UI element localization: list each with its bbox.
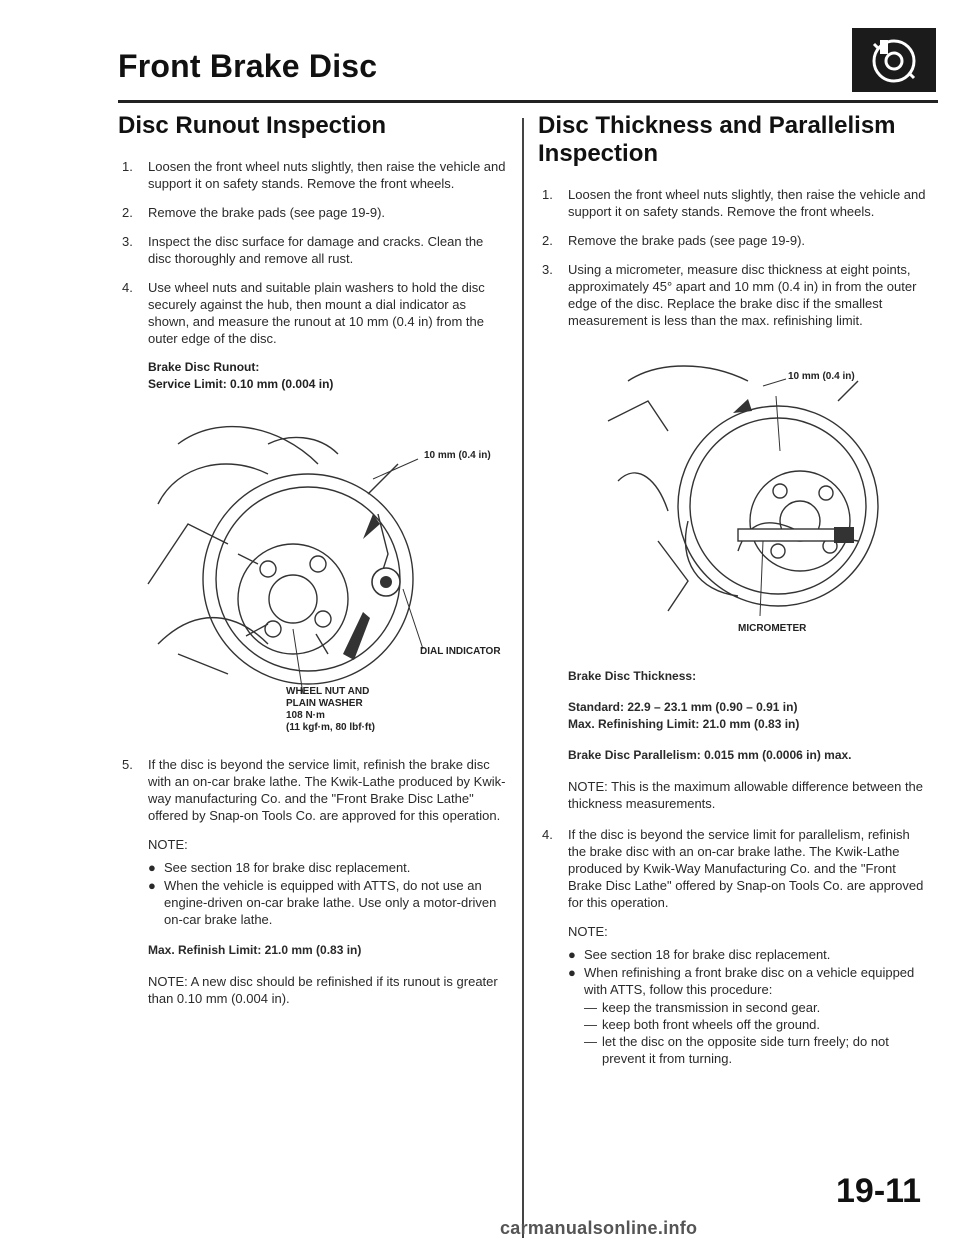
- note-heading: NOTE:: [148, 837, 188, 852]
- step-text: Remove the brake pads (see page 19-9).: [568, 233, 806, 248]
- column-divider: [522, 118, 524, 1238]
- right-column: [538, 112, 930, 1067]
- step-number: 1.: [542, 187, 553, 202]
- list-item: [118, 158, 510, 192]
- parallelism-note: NOTE: This is the maximum allowable difference between the thickness measurements.: [568, 779, 924, 811]
- list-item: [584, 999, 930, 1016]
- section-heading-thickness: Disc Thickness and Parallelism Inspection: [538, 112, 896, 167]
- step-text: Loosen the front wheel nuts slightly, then raise the vehicle and support it on safety stands. Remove the front wheels.: [148, 159, 506, 191]
- step-text: Using a micrometer, measure disc thickness at eight points, approximately 45° apart and 10 mm (0.4 in) in from the outer edge of the disc. Replace the brake disc if the smallest measurement is less than the max. refinishing limit.: [568, 262, 917, 328]
- figure-label-dial: DIAL INDICATOR: [420, 646, 501, 657]
- left-column: [118, 112, 510, 1007]
- list-item: [148, 859, 510, 876]
- step-text: Use wheel nuts and suitable plain washers to hold the disc securely against the hub, then mount a dial indicator as shown, and measure the runout at 10 mm (0.4 in) from the outer edge of the disc.: [148, 280, 485, 346]
- step-number: 4.: [122, 280, 133, 295]
- note-heading: NOTE:: [568, 924, 608, 939]
- list-item: [538, 261, 930, 329]
- bullet-icon: ●: [148, 878, 156, 893]
- thickness-figure: [538, 341, 930, 656]
- thickness-max-refinishing: Max. Refinishing Limit: 21.0 mm (0.83 in): [568, 717, 800, 731]
- step-text: Inspect the disc surface for damage and cracks. Clean the disc thoroughly and remove all rust.: [148, 234, 484, 266]
- figure-label-distance: 10 mm (0.4 in): [424, 450, 491, 461]
- watermark: carmanualsonline.info: [500, 1218, 698, 1238]
- list-item: [118, 279, 510, 347]
- step-number: 2.: [542, 233, 553, 248]
- list-item: [568, 946, 930, 963]
- thickness-illustration: [538, 341, 930, 656]
- list-item: [148, 877, 510, 928]
- step-text: Remove the brake pads (see page 19-9).: [148, 205, 386, 220]
- dash-icon: —: [584, 1000, 597, 1015]
- runout-step-5: [118, 756, 510, 824]
- brake-disc-icon: [852, 28, 936, 92]
- bullet-text: When refinishing a front brake disc on a vehicle equipped with ATTS, follow this procedure:: [584, 965, 915, 997]
- thickness-steps: [538, 186, 930, 329]
- nut-line: (11 kgf·m, 80 lbf·ft): [286, 722, 375, 733]
- note-bullets: [148, 859, 510, 928]
- spec-value: Service Limit: 0.10 mm (0.004 in): [148, 377, 334, 391]
- spec-title: Brake Disc Runout:: [148, 360, 260, 374]
- list-item: [584, 1033, 930, 1067]
- section-heading-runout: Disc Runout Inspection: [118, 112, 387, 139]
- figure-label-nut: [286, 686, 375, 734]
- bullet-text: See section 18 for brake disc replacement.: [584, 947, 831, 962]
- list-item: [118, 756, 510, 824]
- bullet-text: See section 18 for brake disc replacement.: [164, 860, 411, 875]
- step-text: If the disc is beyond the service limit, refinish the brake disc with an on-car brake lathe. The Kwik-Lathe produced by Kwik-way manufacturing Co. and the "Front Brake Disc Lathe" offered by Snap-on Tools Co. are approved for this operation.: [148, 757, 506, 823]
- nut-line: PLAIN WASHER: [286, 698, 363, 709]
- bullet-icon: ●: [568, 947, 576, 962]
- parallelism-spec: Brake Disc Parallelism: 0.015 mm (0.0006 in) max.: [568, 748, 852, 762]
- figure-label-micrometer: MICROMETER: [738, 623, 807, 634]
- procedure-dashes: [584, 999, 930, 1067]
- step-number: 1.: [122, 159, 133, 174]
- thickness-title: Brake Disc Thickness:: [568, 669, 697, 683]
- list-item: [568, 964, 930, 998]
- step-number: 5.: [122, 757, 133, 772]
- note-bullets: [568, 946, 930, 998]
- step-text: Loosen the front wheel nuts slightly, then raise the vehicle and support it on safety stands. Remove the front wheels.: [568, 187, 926, 219]
- page-number: 19-11: [836, 1172, 922, 1210]
- step-text: If the disc is beyond the service limit for parallelism, refinish the brake disc with an on-car brake lathe. The Kwik-Lathe produced by Kwik-Way Manufacturing Co. and the "Front Brake Disc Lathe" offered by Snap-on Tools Co. are approved for this operation.: [568, 827, 924, 910]
- dash-text: let the disc on the opposite side turn freely; do not prevent it from turning.: [602, 1034, 889, 1066]
- list-item: [538, 232, 930, 249]
- header-rule: [118, 100, 938, 103]
- list-item: [118, 204, 510, 221]
- dash-text: keep both front wheels off the ground.: [602, 1017, 821, 1032]
- bullet-text: When the vehicle is equipped with ATTS, do not use an engine-driven on-car brake lathe. Use only a motor-driven on-car brake lathe.: [164, 878, 497, 927]
- dash-icon: —: [584, 1017, 597, 1032]
- dash-icon: —: [584, 1034, 597, 1049]
- list-item: [584, 1016, 930, 1033]
- new-disc-note: NOTE: A new disc should be refinished if its runout is greater than 0.10 mm (0.004 in).: [148, 974, 498, 1006]
- figure-label-distance: 10 mm (0.4 in): [788, 371, 855, 382]
- runout-figure: [118, 404, 510, 733]
- runout-note: [148, 836, 510, 1007]
- runout-spec: [148, 359, 510, 392]
- dash-text: keep the transmission in second gear.: [602, 1000, 821, 1015]
- list-item: [538, 186, 930, 220]
- thickness-step-4: [538, 826, 930, 911]
- max-refinish-limit: Max. Refinish Limit: 21.0 mm (0.83 in): [148, 943, 362, 957]
- thickness-standard: Standard: 22.9 – 23.1 mm (0.90 – 0.91 in): [568, 700, 798, 714]
- step-number: 2.: [122, 205, 133, 220]
- step-number: 3.: [122, 234, 133, 249]
- list-item: [538, 826, 930, 911]
- step-number: 3.: [542, 262, 553, 277]
- page-title: Front Brake Disc: [118, 48, 378, 84]
- list-item: [118, 233, 510, 267]
- step-number: 4.: [542, 827, 553, 842]
- nut-line: WHEEL NUT AND: [286, 686, 370, 697]
- runout-steps: [118, 158, 510, 347]
- nut-line: 108 N·m: [286, 710, 325, 721]
- bullet-icon: ●: [148, 860, 156, 875]
- bullet-icon: ●: [568, 965, 576, 980]
- thickness-note: [568, 923, 930, 1067]
- runout-illustration: [118, 404, 510, 704]
